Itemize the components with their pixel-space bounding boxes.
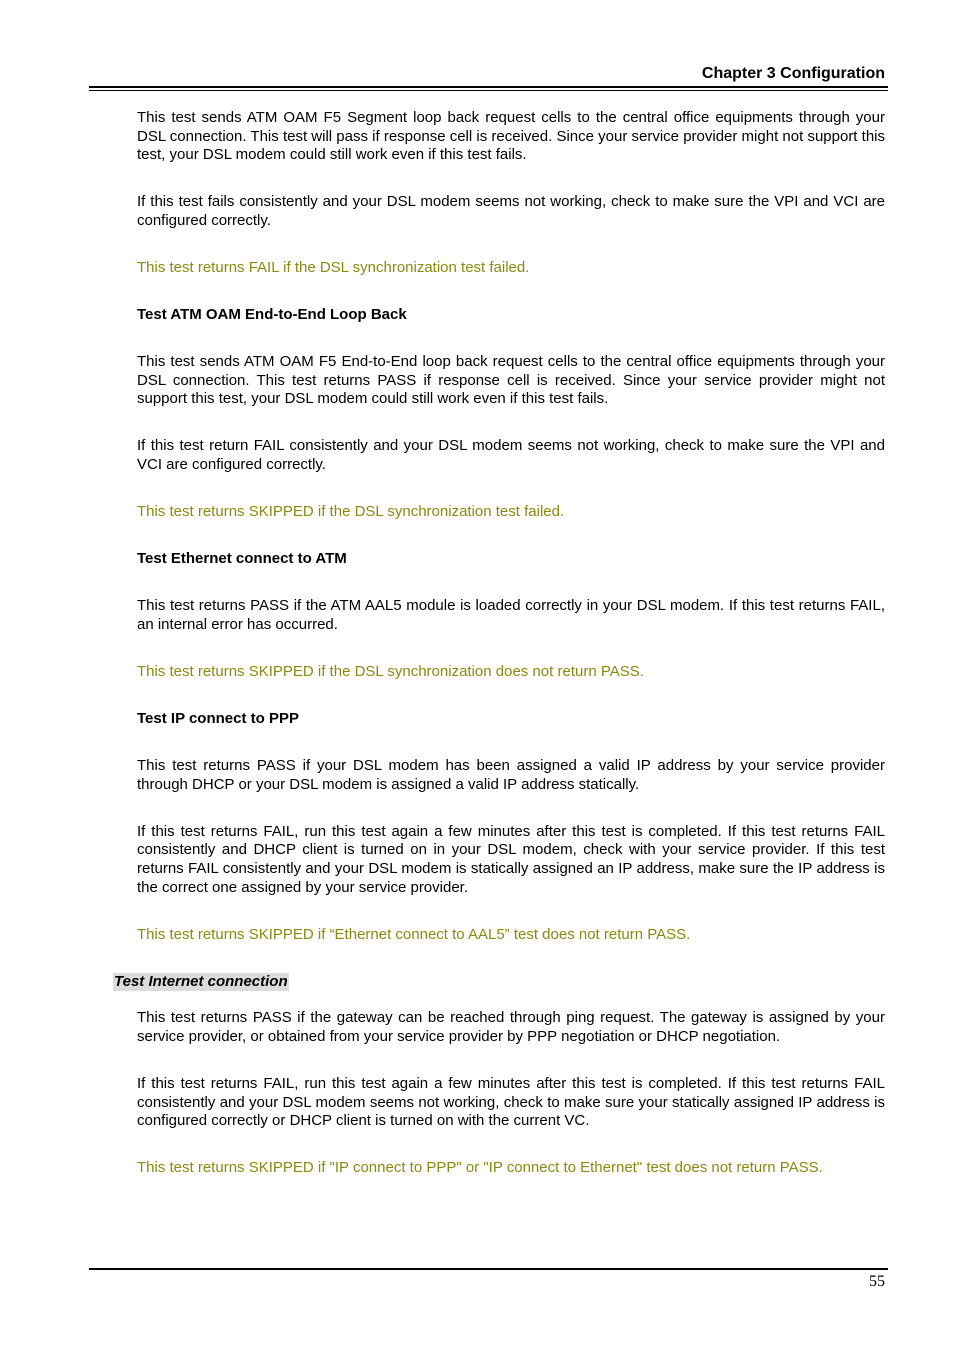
section-heading-highlighted: Test Internet connection xyxy=(114,972,288,990)
page-body xyxy=(114,109,885,1207)
header-rule-thin xyxy=(89,90,888,91)
paragraph: If this test return FAIL consistently and your DSL modem seems not working, check to make sure the VPI and VCI are configured correctly. xyxy=(137,437,885,474)
section-heading: Test IP connect to PPP xyxy=(137,710,299,728)
paragraph: This test sends ATM OAM F5 Segment loop back request cells to the central office equipments through your DSL connection. This test will pass if response cell is received. Since your service provider might not support this test, your DSL modem could still work even if this test fails. xyxy=(137,109,885,164)
note-paragraph: This test returns SKIPPED if “Ethernet connect to AAL5” test does not return PASS. xyxy=(137,925,691,943)
header-rule-thick xyxy=(89,86,888,88)
page-number: 55 xyxy=(869,1273,885,1290)
note-paragraph: This test returns SKIPPED if the DSL synchronization test failed. xyxy=(137,503,565,521)
section-heading: Test Ethernet connect to ATM xyxy=(137,550,347,568)
note-paragraph: This test returns SKIPPED if "IP connect to PPP" or "IP connect to Ethernet" test does not return PASS. xyxy=(137,1159,823,1177)
paragraph: This test returns PASS if the ATM AAL5 module is loaded correctly in your DSL modem. If this test returns FAIL, an internal error has occurred. xyxy=(137,597,885,633)
note-paragraph: This test returns SKIPPED if the DSL synchronization does not return PASS. xyxy=(137,663,644,680)
paragraph: If this test returns FAIL, run this test again a few minutes after this test is completed. If this test returns FAIL consistently and your DSL modem seems not working, check to make sure your statically assigned IP address is configured correctly or DHCP client is turned on with the current VC. xyxy=(137,1075,885,1130)
paragraph: If this test returns FAIL, run this test again a few minutes after this test is completed. If this test returns FAIL consistently and DHCP client is turned on in your DSL modem, check with your service provider. If this test returns FAIL consistently and your DSL modem is statically assigned an IP address, make sure the IP address is the correct one assigned by your service provider. xyxy=(137,822,885,896)
page-header-title: Chapter 3 Configuration xyxy=(701,65,885,82)
paragraph: This test sends ATM OAM F5 End-to-End loop back request cells to the central office equipments through your DSL connection. This test returns PASS if response cell is received. Since your service provider might not support this test, your DSL modem could still work even if this test fails. xyxy=(137,353,885,408)
paragraph: This test returns PASS if the gateway can be reached through ping request. The gateway is assigned by your service provider, or obtained from your service provider by PPP negotiation or DHCP negotiation. xyxy=(137,1009,885,1046)
section-heading: Test ATM OAM End-to-End Loop Back xyxy=(137,306,407,324)
footer-rule xyxy=(89,1268,888,1270)
paragraph: This test returns PASS if your DSL modem has been assigned a valid IP address by your service provider through DHCP or your DSL modem is assigned a valid IP address statically. xyxy=(137,757,885,793)
paragraph: If this test fails consistently and your DSL modem seems not working, check to make sure the VPI and VCI are configured correctly. xyxy=(137,193,885,229)
note-paragraph: This test returns FAIL if the DSL synchronization test failed. xyxy=(137,258,530,276)
